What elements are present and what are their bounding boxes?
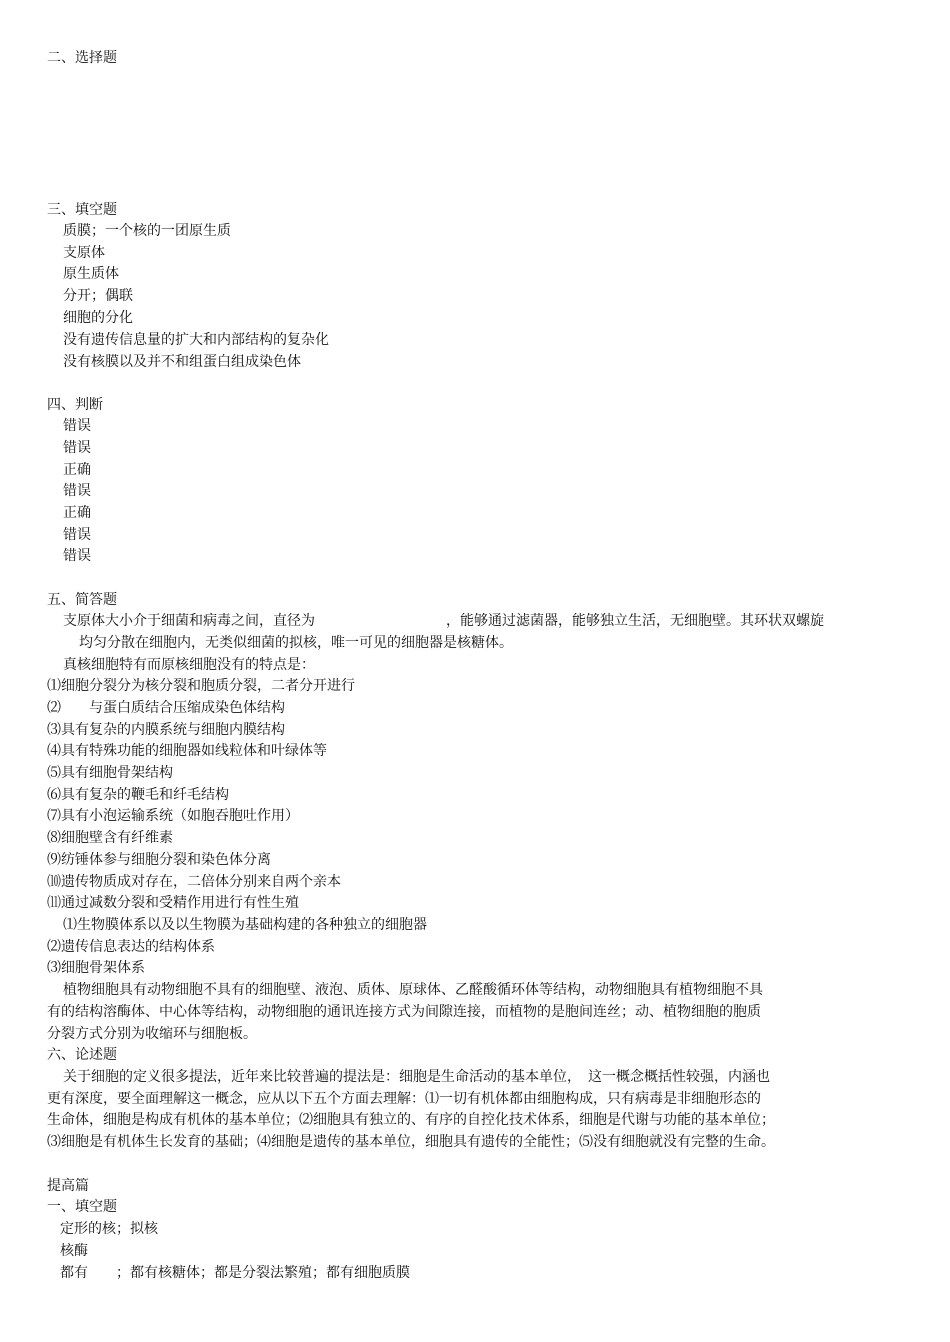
- advanced-fill-answer: 定形的核；拟核: [60, 1221, 158, 1237]
- section-heading-choice: 二、选择题: [47, 50, 117, 66]
- eukaryote-feature-item: ⑻细胞壁含有纤维素: [47, 830, 173, 846]
- judgement-answer: 错误: [63, 418, 91, 434]
- eukaryote-feature-item: ⑷具有特殊功能的细胞器如线粒体和叶绿体等: [47, 743, 327, 759]
- eukaryote-feature-item: ⑹具有复杂的鞭毛和纤毛结构: [47, 787, 229, 803]
- section-heading-short-answer: 五、简答题: [47, 592, 117, 608]
- fill-blank-answer: 支原体: [63, 245, 105, 261]
- fill-blank-answer: 没有核膜以及并不和组蛋白组成染色体: [63, 354, 301, 370]
- fill-blank-answer: 分开；偶联: [63, 288, 133, 304]
- eukaryote-feature-item: ⑸具有细胞骨架结构: [47, 765, 173, 781]
- judgement-answer: 错误: [63, 483, 91, 499]
- essay-paragraph-line: ⑶细胞是有机体生长发育的基础；⑷细胞是遗传的基本单位，细胞具有遗传的全能性；⑸没有细胞就没有完整的生命。: [47, 1134, 775, 1150]
- cell-system-item: ⑶细胞骨架体系: [47, 960, 145, 976]
- advanced-part-title: 提高篇: [47, 1178, 89, 1194]
- judgement-answer: 错误: [63, 440, 91, 456]
- plant-animal-paragraph-line: 分裂方式分别为收缩环与细胞板。: [47, 1026, 257, 1042]
- eukaryote-feature-item: ⑽遗传物质成对存在，二倍体分别来自两个亲本: [47, 874, 341, 890]
- section-heading-fill-blank: 三、填空题: [47, 202, 117, 218]
- judgement-answer: 错误: [63, 548, 91, 564]
- fill-blank-answer: 原生质体: [63, 266, 119, 282]
- plant-animal-paragraph-line: 有的结构溶酶体、中心体等结构，动物细胞的通讯连接方式为间隙连接，而植物的是胞间连丝；动、植物细胞的胞质: [47, 1004, 761, 1020]
- section-heading-judgement: 四、判断: [47, 397, 103, 413]
- judgement-answer: 正确: [63, 462, 91, 478]
- cell-system-item: ⑵遗传信息表达的结构体系: [47, 939, 215, 955]
- eukaryote-feature-item: ⑺具有小泡运输系统（如胞吞胞吐作用）: [47, 808, 299, 824]
- eukaryote-feature-item: ⑼纺锤体参与细胞分裂和染色体分离: [47, 852, 271, 868]
- mycoplasma-paragraph-start: 支原体大小介于细菌和病毒之间，直径为: [63, 613, 315, 629]
- essay-paragraph-line: 关于细胞的定义很多提法，近年来比较普遍的提法是：细胞是生命活动的基本单位， 这一概念概括性较强，内涵也: [63, 1069, 770, 1085]
- mycoplasma-paragraph-end: 均匀分散在细胞内，无类似细菌的拟核，唯一可见的细胞器是核糖体。: [79, 635, 513, 651]
- cell-system-item: ⑴生物膜体系以及以生物膜为基础构建的各种独立的细胞器: [63, 917, 427, 933]
- advanced-fill-answer: 都有 ；都有核糖体；都是分裂法繁殖；都有细胞质膜: [60, 1265, 410, 1281]
- judgement-answer: 错误: [63, 527, 91, 543]
- mycoplasma-paragraph-continued: ，能够通过滤菌器，能够独立生活，无细胞壁。其环状双螺旋: [446, 613, 824, 629]
- essay-paragraph-line: 生命体，细胞是构成有机体的基本单位；⑵细胞具有独立的、有序的自控化技术体系，细胞是代谢与功能的基本单位；: [47, 1112, 775, 1128]
- eukaryote-feature-item: ⑶具有复杂的内膜系统与细胞内膜结构: [47, 722, 285, 738]
- advanced-fill-answer: 核酶: [60, 1243, 88, 1259]
- judgement-answer: 正确: [63, 505, 91, 521]
- fill-blank-answer: 质膜；一个核的一团原生质: [63, 223, 231, 239]
- eukaryote-feature-item: ⑵ 与蛋白质结合压缩成染色体结构: [47, 700, 285, 716]
- fill-blank-answer: 没有遗传信息量的扩大和内部结构的复杂化: [63, 332, 329, 348]
- eukaryote-features-intro: 真核细胞特有而原核细胞没有的特点是：: [63, 657, 315, 673]
- eukaryote-feature-item: ⑾通过减数分裂和受精作用进行有性生殖: [47, 895, 299, 911]
- eukaryote-feature-item: ⑴细胞分裂分为核分裂和胞质分裂，二者分开进行: [47, 678, 355, 694]
- essay-paragraph-line: 更有深度，要全面理解这一概念，应从以下五个方面去理解：⑴一切有机体都由细胞构成，只有病毒是非细胞形态的: [47, 1091, 761, 1107]
- advanced-section-heading: 一、填空题: [47, 1199, 117, 1215]
- fill-blank-answer: 细胞的分化: [63, 310, 133, 326]
- section-heading-essay: 六、论述题: [47, 1047, 117, 1063]
- plant-animal-paragraph-line: 植物细胞具有动物细胞不具有的细胞壁、液泡、质体、原球体、乙醛酸循环体等结构，动物细胞具有植物细胞不具: [63, 982, 763, 998]
